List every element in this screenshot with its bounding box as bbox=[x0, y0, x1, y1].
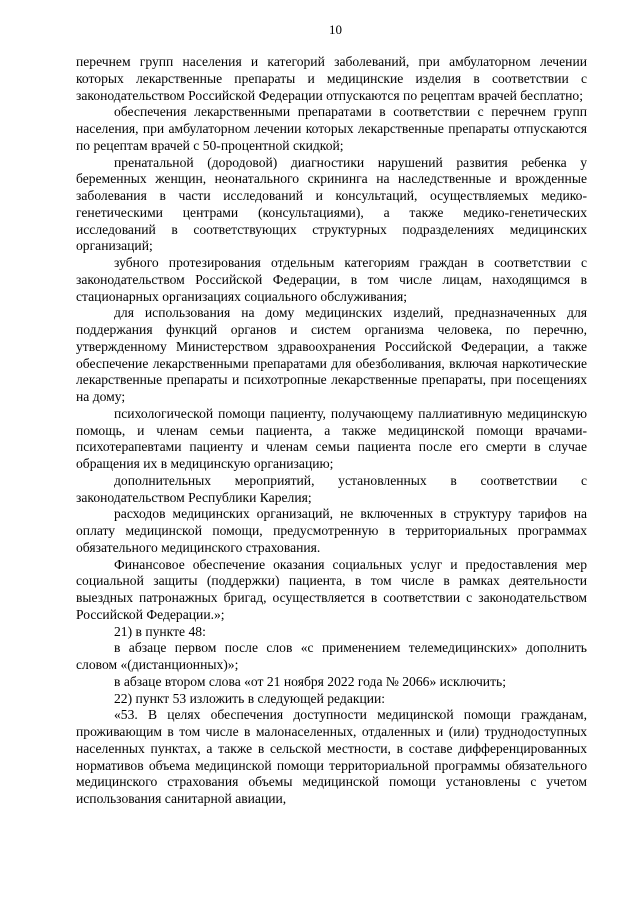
paragraph: 21) в пункте 48: bbox=[114, 623, 206, 639]
paragraph: обеспечения лекарственными препаратами в соответствии с перечнем групп населения, при амбулаторном лечении которых лекарственные препараты отпускаются по рецептам врачей с 50-процентной скидкой; bbox=[76, 104, 587, 153]
paragraph: Финансовое обеспечение оказания социальных услуг и предоставления мер социальной защиты (поддержки) пациента, в том числе в рамках деятельности выездных патронажных бригад, осуществляется в соответствии с законодательством Российской Федерации.»; bbox=[76, 556, 587, 622]
paragraph: для использования на дому медицинских изделий, предназначенных для поддержания функций органов и систем организма человека, по перечню, утвержденному Министерством здравоохранения Российской Федерации, а также обеспечение лекарственными препаратами для обезболивания, включая наркотические лекарственные препараты и психотропные лекарственные препараты, при посещениях на дому; bbox=[76, 305, 587, 404]
paragraph: в абзаце втором слова «от 21 ноября 2022 года № 2066» исключить; bbox=[114, 673, 507, 689]
paragraph: перечнем групп населения и категорий заболеваний, при амбулаторном лечении которых лекарственные препараты и медицинские изделия в соответствии с законодательством Российской Федерации отпускаются по рецептам врачей бесплатно; bbox=[76, 54, 587, 103]
paragraph: «53. В целях обеспечения доступности медицинской помощи гражданам, проживающим в том числе в малонаселенных, отдаленных и (или) труднодоступных населенных пунктах, а также в сельской местности, в составе дифференцированных нормативов объема медицинской помощи территориальной программы обязательного медицинского страхования объемы медицинской помощи установлены с учетом использования санитарной авиации, bbox=[76, 707, 587, 806]
paragraph: зубного протезирования отдельным категориям граждан в соответствии с законодательством Российской Федерации, в том числе лицам, находящимся в стационарных организациях социального обслуживания; bbox=[76, 255, 587, 304]
paragraph: пренатальной (дородовой) диагностики нарушений развития ребенка у беременных женщин, неонатального скрининга на наследственные и врожденные заболевания в части исследований и консультаций, осуществляемых медико-генетическими центрами (консультациями), а также медико-генетических исследований в соответствующих структурных подразделениях медицинских организаций; bbox=[76, 154, 587, 254]
document-body bbox=[76, 54, 587, 808]
paragraph: психологической помощи пациенту, получающему паллиативную медицинскую помощь, и членам семьи пациента, а также медицинской помощи врачами-психотерапевтами пациенту и членам семьи пациента после его смерти в случае обращения их в медицинскую организацию; bbox=[76, 405, 587, 471]
paragraph: 22) пункт 53 изложить в следующей редакции: bbox=[114, 690, 386, 706]
paragraph: в абзаце первом после слов «с применением телемедицинских» дополнить словом «(дистанционных)»; bbox=[76, 640, 587, 672]
paragraph: дополнительных мероприятий, установленных в соответствии с законодательством Республики Карелия; bbox=[76, 472, 587, 505]
paragraph: расходов медицинских организаций, не включенных в структуру тарифов на оплату медицинской помощи, предусмотренную в территориальных программах обязательного медицинского страхования. bbox=[76, 506, 587, 555]
page-number: 10 bbox=[329, 22, 342, 37]
